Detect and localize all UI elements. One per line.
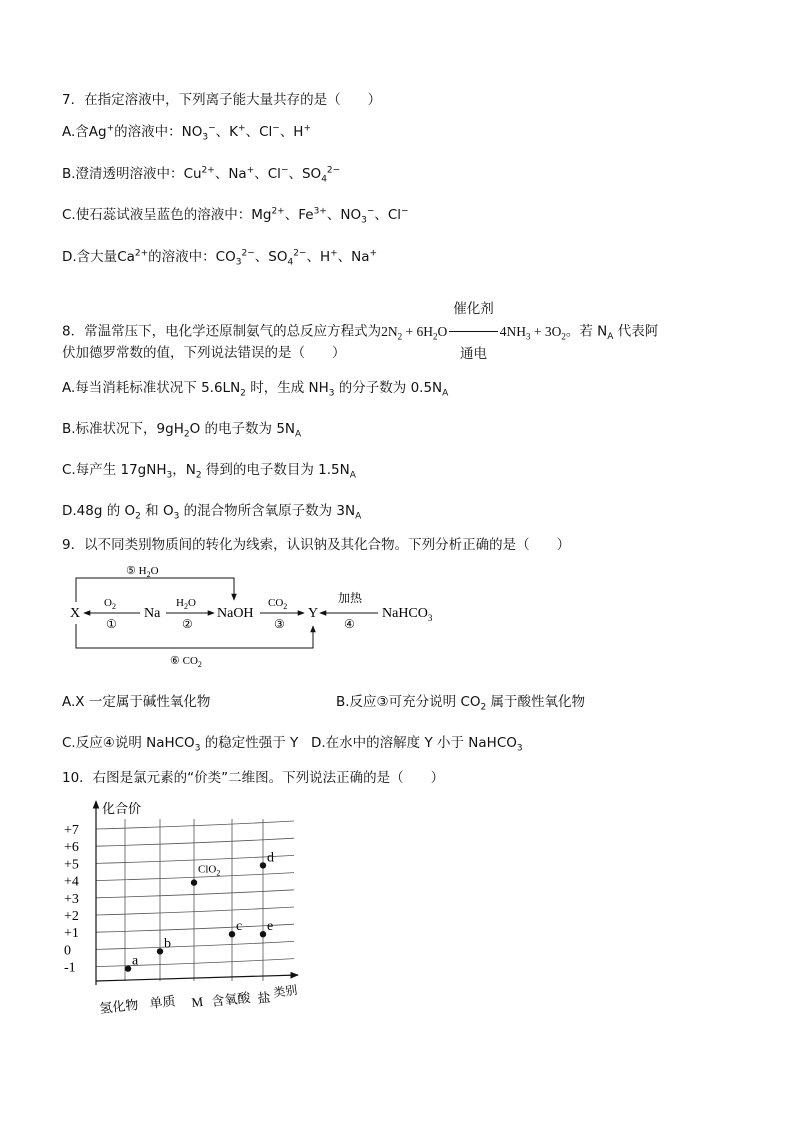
point-c <box>229 931 235 937</box>
grid-line <box>96 959 294 967</box>
x-tick-label: 盐 <box>256 989 272 1006</box>
y-axis-label: 化合价 <box>102 801 142 816</box>
q8-option-c: C.每产生 17gNH$_3$，$N_2$ 得到的电子数目为 $1.5N_A$ <box>62 462 356 481</box>
q7-option-d: D.含大量$Ca^{2+}$的溶液中：$CO_3^{2-}$、$SO_4^{2-}$、H+、Na+ <box>62 248 378 268</box>
point-a <box>125 965 131 971</box>
chlorine-valence-class-chart <box>62 795 312 1020</box>
q10-stem: 10．右图是氯元素的“价类”二维图。下列说法正确的是（ ） <box>62 770 445 786</box>
y-tick-label: +7 <box>64 823 79 838</box>
reaction-2-number: ② <box>182 617 193 631</box>
reaction-3-reagent: $CO_2$ <box>268 597 288 611</box>
y-tick-label: 0 <box>64 943 71 959</box>
q8-stem-line2: 伏加德罗常数的值，下列说法错误的是（ ） <box>62 345 346 361</box>
reaction-condition: $\frac{\text{催化剂}}{\text{通电}}$ <box>449 287 498 376</box>
reaction-5-label: ⑤ $H_2O$ <box>126 565 159 579</box>
q8-option-a: A.每当消耗标准状况下 $5.6LN_2$ 时，生成 $NH_3$ 的分子数为 $0.5N_A$ <box>62 380 449 399</box>
x-axis <box>96 975 298 981</box>
reaction-1-number: ① <box>106 617 117 631</box>
reaction-2-reagent: $H_2O$ <box>176 597 196 611</box>
reaction-3-number: ③ <box>274 617 285 631</box>
y-tick-label: +4 <box>64 874 79 890</box>
node-y: Y <box>308 606 319 621</box>
y-tick-label: -1 <box>64 960 76 976</box>
q9-stem: 9．以不同类别物质间的转化为线索，认识钠及其化合物。下列分析正确的是（ ） <box>62 537 571 553</box>
x-tick-label: M <box>190 993 204 1010</box>
grid-line <box>96 838 294 846</box>
q7-stem: 7．在指定溶液中，下列离子能大量共存的是（ ） <box>62 92 382 108</box>
q7-option-a: A.含Ag+的溶液中：$NO_3^-$、K+、Cl−、H+ <box>62 123 312 143</box>
point-label-clo2: ClO$_2$ <box>198 863 221 878</box>
y-tick-label: +3 <box>64 891 79 907</box>
x-axis-label: 类别 <box>272 982 299 1000</box>
reaction-4-number: ④ <box>344 617 355 631</box>
grid-line <box>96 941 294 949</box>
reaction-6-label: ⑥ $CO_2$ <box>170 655 202 669</box>
sodium-conversion-diagram <box>62 560 462 670</box>
q8-stem: 8．常温常压下，电化学还原制氨气的总反应方程式为$2N_2 + 6H_2O$ $\frac{\text{催化剂}}{\text{通电}}$ $4NH_3 + 3O_2$。若 $N_A$ 代表阿 <box>62 287 658 376</box>
q9-option-c: C.反应④说明 NaHCO$_3$ 的稳定性强于 Y <box>62 735 299 754</box>
x-tick-label: 单质 <box>148 993 177 1011</box>
q7-option-b: B.澄清透明溶液中：$Cu^{2+}$、Na+、Cl−、$SO_4^{2-}$ <box>62 165 341 185</box>
node-naoh: NaOH <box>217 606 254 621</box>
q7-option-c: C.使石蕊试液呈蓝色的溶液中：$Mg^{2+}$、$Fe^{3+}$、$NO_3^-$、Cl− <box>62 206 409 226</box>
point-d <box>260 862 266 868</box>
y-tick-label: +6 <box>64 840 79 856</box>
point-label-a: a <box>132 953 139 969</box>
grid-line <box>96 821 294 829</box>
y-tick-label: +1 <box>64 926 79 942</box>
grid-line <box>96 890 294 898</box>
reaction-1-reagent: $O_2$ <box>104 597 116 611</box>
node-na: Na <box>144 606 161 621</box>
grid-line <box>96 855 294 863</box>
point-label-c: c <box>236 919 243 935</box>
point-label-d: d <box>267 850 274 866</box>
x-tick-label: 含氧酸 <box>210 989 252 1009</box>
q9-option-d: D.在水中的溶解度 Y 小于 NaHCO$_3$ <box>311 735 523 754</box>
node-x: X <box>70 606 81 621</box>
q9-option-b: B.反应③可充分说明 $CO_2$ 属于酸性氧化物 <box>336 694 586 713</box>
point-label-e: e <box>267 919 274 935</box>
point-e <box>260 931 266 937</box>
point-b <box>157 948 163 954</box>
q8-option-d: D.48g 的 $O_2$ 和 $O_3$ 的混合物所含氧原子数为 $3N_A$ <box>62 503 362 522</box>
grid-line <box>96 873 294 881</box>
node-nahco3: NaHCO$_3$ <box>382 606 433 623</box>
point-clo2 <box>191 879 197 885</box>
grid-line <box>96 924 294 932</box>
y-tick-label: +5 <box>64 857 79 873</box>
y-tick-label: +2 <box>64 909 79 924</box>
x-tick-label: 氢化物 <box>98 996 140 1016</box>
q8-option-b: B.标准状况下，$9gH_2O$ 的电子数为 $5N_A$ <box>62 421 302 440</box>
q9-option-a: A.X 一定属于碱性氧化物 <box>62 694 211 710</box>
grid-line <box>96 907 294 915</box>
point-label-b: b <box>164 936 171 952</box>
reaction-4-condition: 加热 <box>338 591 363 605</box>
